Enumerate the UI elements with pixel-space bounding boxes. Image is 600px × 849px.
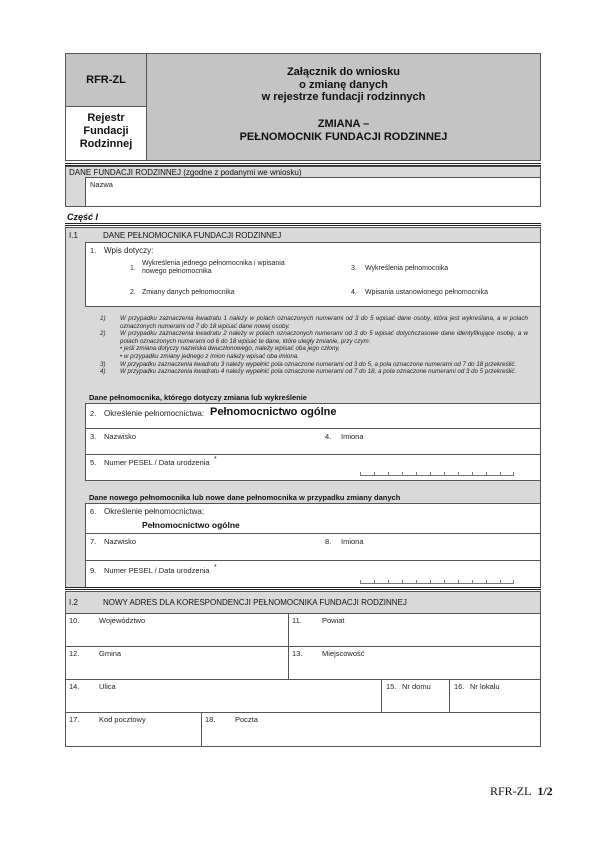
title-line: o zmianę danych [299, 78, 388, 91]
note-item: 4) W przypadku zaznaczenia kwadratu 4 należy wypełnić pola oznaczone numerami od 7 do 18, a pola oznaczone numerami od 3 do 5 przekreślić. [100, 368, 517, 376]
part-label: Część I [67, 212, 99, 222]
foundation-name-field[interactable] [85, 177, 541, 207]
field-label: Nr domu [402, 682, 431, 691]
footnote-mark: * [214, 456, 217, 463]
form-subtitle [147, 118, 540, 144]
field-8-first-names[interactable] [325, 533, 541, 561]
field-number: 18. [205, 715, 216, 724]
option-label: Wykreślenia jednego pełnomocnika i wpisania [142, 260, 285, 267]
field-16-apartment-number[interactable] [449, 679, 541, 713]
entry-option-4[interactable] [351, 287, 531, 299]
divider [65, 587, 541, 590]
entry-option-2[interactable] [130, 287, 330, 299]
field-label: Określenie pełnomocnictwa: [104, 507, 205, 516]
divider [65, 223, 541, 226]
field-label: Powiat [322, 616, 345, 625]
registry-box [65, 106, 147, 161]
field-number: 15. [386, 682, 397, 691]
form-code: RFR-ZL [86, 74, 126, 86]
field-number: 8. [325, 537, 332, 546]
field-4-first-names[interactable] [325, 428, 541, 455]
option-number: 1. [130, 265, 136, 272]
field-number: 11. [292, 616, 302, 625]
field-17-postal-code[interactable] [65, 712, 202, 747]
note-item: 2) W przypadku zaznaczenia kwadratu 2 należy w polach oznaczonych numerami od 3 do 5 wpisać dotychczasowe dane identyfikujące osobę, a w polach oznaczonych numerami od 6 do 18 wpisać te dane, które uległy zmianie, przy czym: [100, 330, 528, 345]
registry-line: Fundacji [83, 125, 129, 137]
field-number: 6. [90, 507, 97, 516]
option-label: Zmiany danych pełnomocnika [142, 289, 235, 296]
note-bullet: • w przypadku zmiany jednego z imion należy wpisać oba imiona. [120, 352, 299, 360]
field-label: Województwo [99, 616, 146, 625]
form-title [147, 66, 540, 104]
note-item: 1) W przypadku zaznaczenia kwadratu 1 należy w polach oznaczonych numerami od 3 do 5 wpisać dane osoby, która jest wykreślana, a w polach oznaczonych numerami od 7 do 18 wpisać dane nowej osoby. [100, 315, 528, 330]
field-value: Pełnomocnictwo ogólne [142, 520, 240, 530]
page-footer [490, 784, 553, 799]
section-number: I.2 [69, 598, 78, 607]
section-title: NOWY ADRES DLA KORESPONDENCJI PEŁNOMOCNIKA FUNDACJI RODZINNEJ [103, 598, 407, 607]
field-value: Pełnomocnictwo ogólne [210, 406, 337, 418]
entry-type-label: Wpis dotyczy: [104, 246, 154, 255]
field-number: 10. [69, 616, 80, 625]
field-label: Nr lokalu [470, 682, 500, 691]
pesel-comb [360, 471, 514, 476]
option-label: Wpisania ustanowionego pełnomocnika [365, 289, 488, 296]
subtitle-line: ZMIANA – [317, 117, 370, 130]
entry-option-1[interactable] [130, 259, 330, 279]
entry-option-3[interactable] [351, 263, 531, 275]
instructions-notes [88, 315, 528, 376]
field-10-voivodeship[interactable] [65, 613, 289, 647]
field-6-authorization-type[interactable] [85, 503, 541, 534]
title-line: Załącznik do wniosku [286, 66, 401, 78]
title-line: w rejestrze fundacji rodzinnych [261, 91, 426, 103]
field-18-post-office[interactable] [201, 712, 541, 747]
registry-line: Rejestr [87, 112, 125, 124]
form-code-box [65, 53, 147, 107]
field-2-authorization-type[interactable] [85, 403, 541, 429]
field-5-pesel[interactable] [85, 454, 541, 481]
field-number: 5. [90, 458, 97, 467]
option-label: Wykreślenia pełnomocnika [365, 265, 449, 272]
field-number: 12. [69, 649, 80, 658]
field-number: 7. [90, 537, 97, 546]
field-label: Nazwisko [104, 537, 137, 546]
field-number: 13. [292, 649, 303, 658]
subtitle-line: PEŁNOMOCNIK FUNDACJI RODZINNEJ [239, 130, 448, 143]
foundation-name-label: Nazwa [90, 180, 113, 189]
field-label: Numer PESEL / Data urodzenia [104, 458, 210, 467]
entry-type-box [85, 242, 541, 307]
page-number: 1/2 [537, 784, 553, 798]
option-number: 4. [351, 289, 357, 296]
field-14-street[interactable] [65, 679, 382, 713]
section-title: DANE PEŁNOMOCNIKA FUNDACJI RODZINNEJ [103, 231, 282, 240]
pesel-comb [360, 579, 514, 584]
field-label: Nazwisko [104, 432, 137, 441]
field-label: Kod pocztowy [99, 715, 146, 724]
field-label: Określenie pełnomocnictwa: [104, 409, 205, 418]
field-12-commune[interactable] [65, 646, 289, 680]
field-number: 3. [90, 432, 97, 441]
field-number: 14. [69, 682, 80, 691]
field-13-locality[interactable] [288, 646, 541, 680]
note-bullet: • jeśli zmiana dotyczy nazwiska dwuczłonowego, należy wpisać oba jego człony, [120, 345, 340, 353]
section-1-2 [65, 591, 541, 614]
new-attorney-heading: Dane nowego pełnomocnika lub nowe dane pełnomocnika w przypadku zmiany danych [89, 493, 401, 502]
field-label: Poczta [235, 715, 258, 724]
option-label: nowego pełnomocnika [142, 268, 212, 275]
field-9-pesel[interactable] [85, 560, 541, 588]
section-number: I.1 [69, 231, 78, 240]
field-number: 1. [90, 246, 97, 255]
footer-form-code: RFR-ZL [490, 784, 532, 798]
field-label: Ulica [99, 682, 116, 691]
field-number: 17. [69, 715, 80, 724]
field-number: 4. [325, 432, 332, 441]
option-number: 3. [351, 265, 357, 272]
field-label: Numer PESEL / Data urodzenia [104, 566, 210, 575]
footnote-mark: * [214, 564, 217, 571]
form-title-box [146, 53, 541, 161]
field-number: 2. [90, 409, 97, 418]
field-15-house-number[interactable] [381, 679, 450, 713]
note-item: 3) W przypadku zaznaczenia kwadratu 3 należy wypełnić pola oznaczone numerami od 3 do 5, a pola oznaczone numerami od 7 do 18 przekreślić. [100, 360, 517, 368]
field-label: Gmina [99, 649, 122, 658]
foundation-heading: DANE FUNDACJI RODZINNEJ (zgodne z podanymi we wniosku) [69, 168, 302, 177]
existing-attorney-heading: Dane pełnomocnika, którego dotyczy zmiana lub wykreślenie [89, 393, 307, 402]
field-label: Imiona [341, 537, 364, 546]
field-number: 9. [90, 566, 97, 575]
field-11-county[interactable] [288, 613, 541, 647]
field-label: Miejscowość [322, 649, 365, 658]
registry-line: Rodzinnej [79, 138, 133, 150]
field-label: Imiona [341, 432, 364, 441]
field-number: 16. [454, 682, 465, 691]
option-number: 2. [130, 289, 136, 296]
